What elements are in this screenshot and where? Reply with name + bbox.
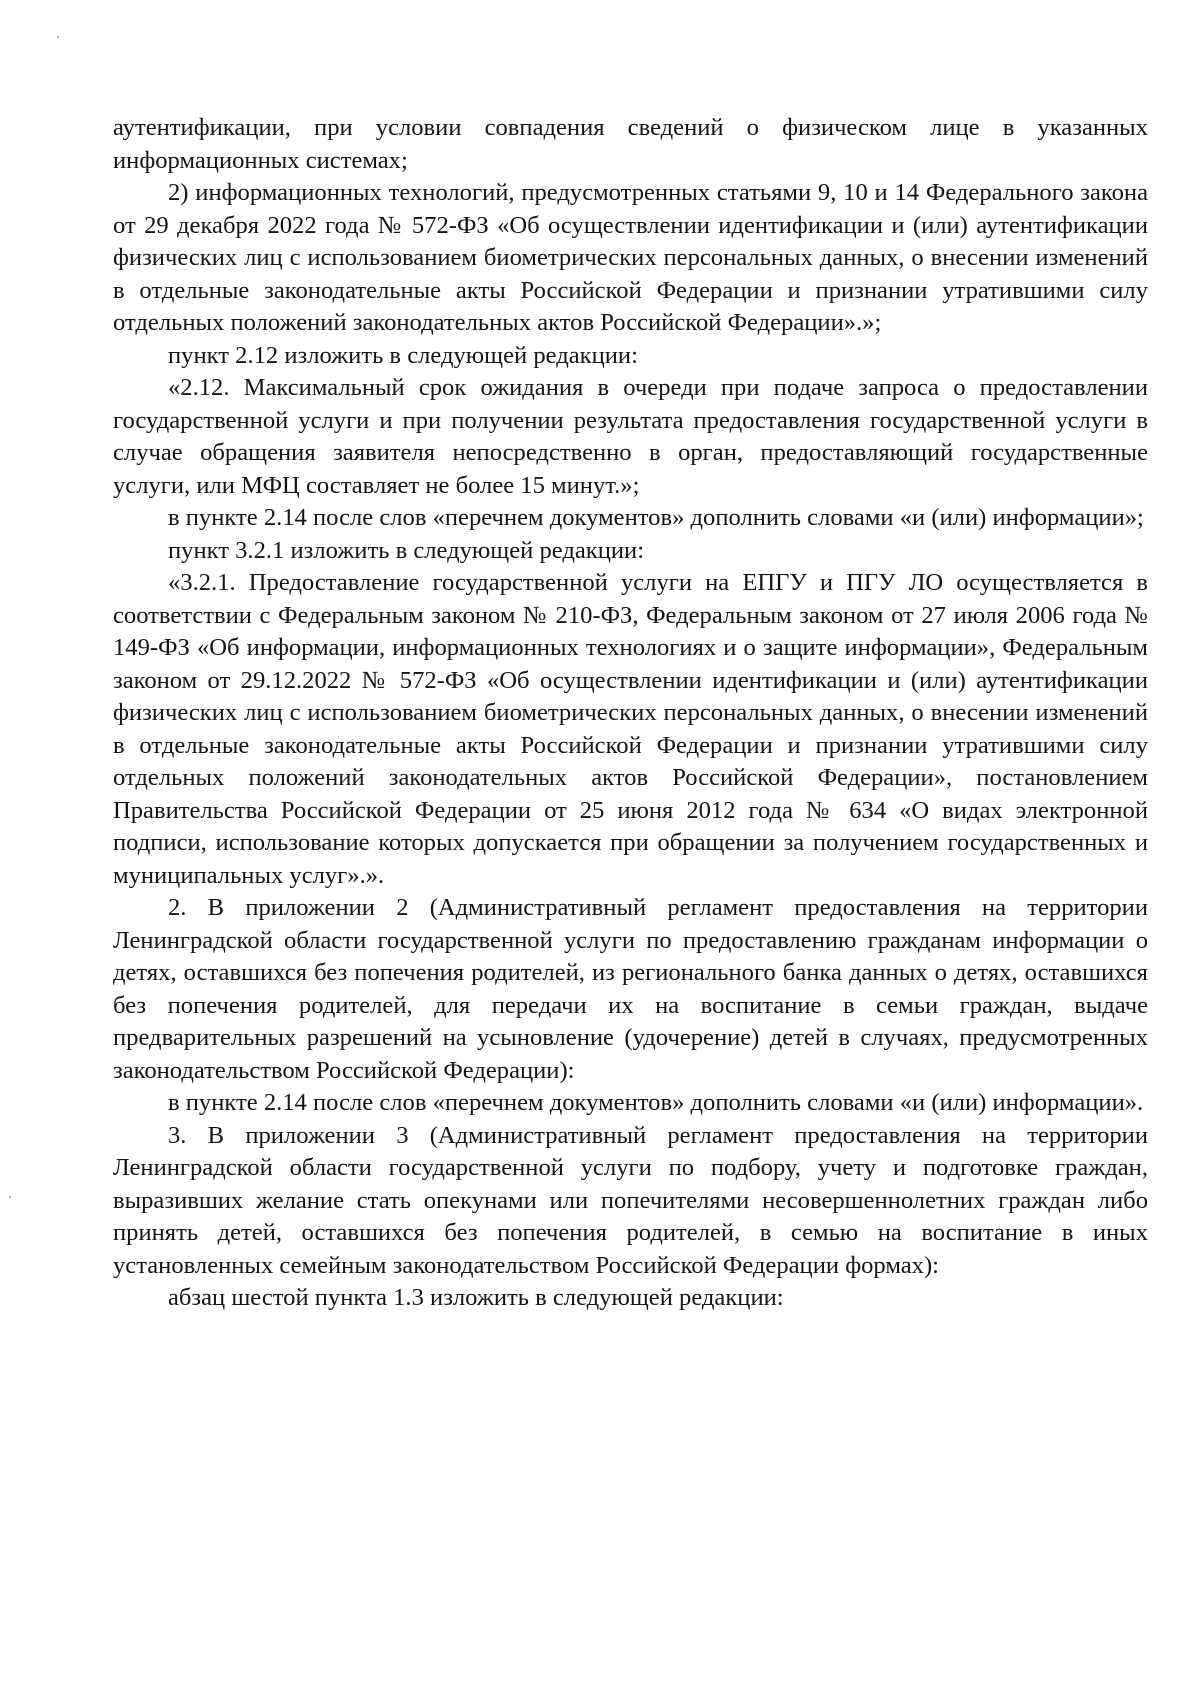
paragraph-6: пункт 3.2.1 изложить в следующей редакции:	[168, 536, 645, 564]
scan-speck	[9, 1196, 11, 1198]
document-body	[113, 112, 1148, 1315]
paragraph-7: «3.2.1. Предоставление государственной услуги на ЕПГУ и ПГУ ЛО осуществляется в соответствии с Федеральным законом № 210-ФЗ, Федеральным законом от 27 июля 2006 года № 149-ФЗ «Об информации, информационных технологиях и о защите информации», Федеральным законом от 29.12.2022 № 572-ФЗ «Об осуществлении идентификации и (или) аутентификации физических лиц с использованием биометрических персональных данных, о внесении изменений в отдельные законодательные акты Российской Федерации и признании утратившими силу отдельных положений законодательных актов Российской Федерации», постановлением Правительства Российской Федерации от 25 июня 2012 года № 634 «О видах электронной подписи, использование которых допускается при обращении за получением государственных и муниципальных услуг».».	[113, 569, 1148, 889]
paragraph-3: пункт 2.12 изложить в следующей редакции:	[168, 341, 638, 369]
paragraph-2: 2) информационных технологий, предусмотренных статьями 9, 10 и 14 Федерального закона от 29 декабря 2022 года № 572-ФЗ «Об осуществлении идентификации и (или) аутентификации физических лиц с использованием биометрических персональных данных, о внесении изменений в отдельные законодательные акты Российской Федерации и признании утратившими силу отдельных положений законодательных актов Российской Федерации».»;	[113, 179, 1148, 336]
paragraph-4: «2.12. Максимальный срок ожидания в очереди при подаче запроса о предоставлении государственной услуги и при получении результата предоставления государственной услуги в случае обращения заявителя непосредственно в орган, предоставляющий государственные услуги, или МФЦ составляет не более 15 минут.»;	[113, 374, 1148, 499]
scan-speck	[57, 36, 59, 38]
paragraph-1: аутентификации, при условии совпадения сведений о физическом лице в указанных информационных системах;	[113, 114, 1148, 174]
paragraph-8: 2. В приложении 2 (Административный регламент предоставления на территории Ленинградской области государственной услуги по предоставлению гражданам информации о детях, оставшихся без попечения родителей, из регионального банка данных о детях, оставшихся без попечения родителей, для передачи их на воспитание в семьи граждан, выдаче предварительных разрешений на усыновление (удочерение) детей в случаях, предусмотренных законодательством Российской Федерации):	[113, 894, 1148, 1084]
paragraph-10: 3. В приложении 3 (Административный регламент предоставления на территории Ленинградской области государственной услуги по подбору, учету и подготовке граждан, выразивших желание стать опекунами или попечителями несовершеннолетних граждан либо принять детей, оставшихся без попечения родителей, в семью на воспитание в иных установленных семейным законодательством Российской Федерации формах):	[113, 1121, 1148, 1279]
paragraph-11: абзац шестой пункта 1.3 изложить в следующей редакции:	[168, 1284, 784, 1311]
paragraph-5: в пункте 2.14 после слов «перечнем документов» дополнить словами «и (или) информации»;	[168, 504, 1144, 531]
paragraph-9: в пункте 2.14 после слов «перечнем документов» дополнить словами «и (или) информации».	[168, 1089, 1144, 1116]
